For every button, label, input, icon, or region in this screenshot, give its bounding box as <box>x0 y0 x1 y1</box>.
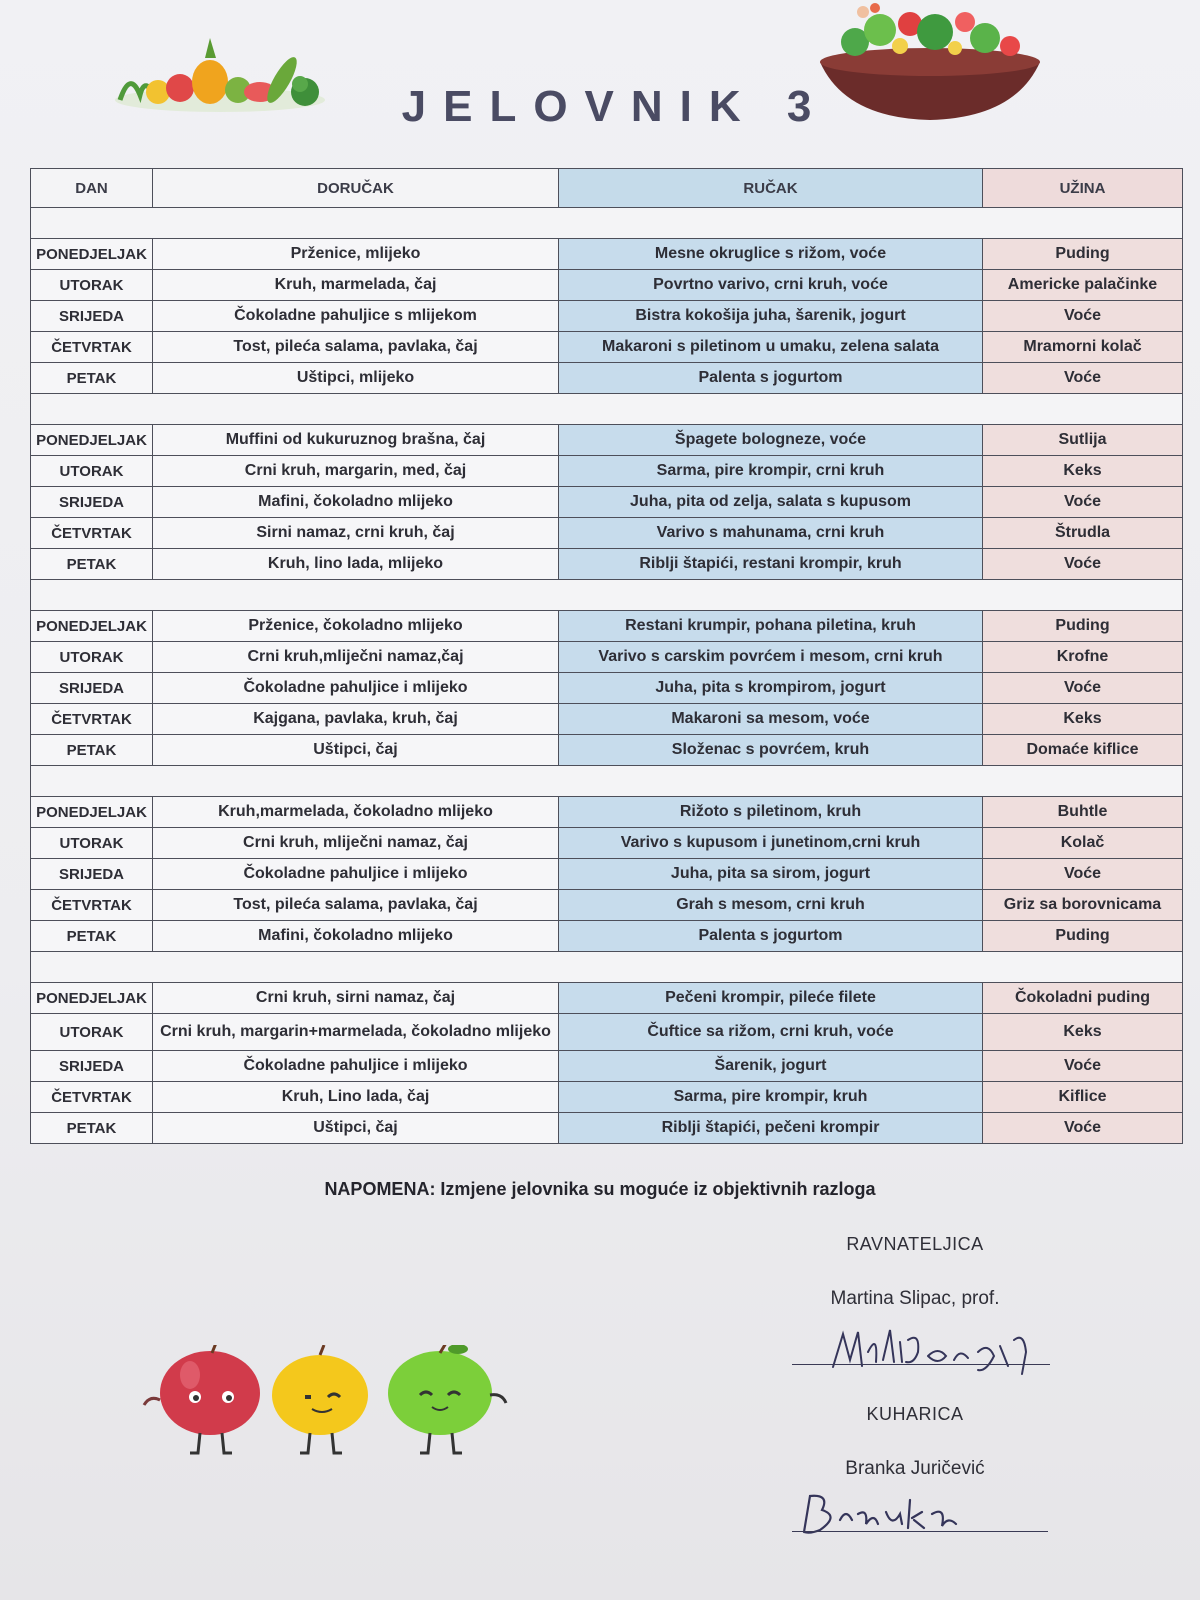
cell-dan: SRIJEDA <box>31 1051 153 1082</box>
table-row <box>31 735 1183 766</box>
table-row <box>31 425 1183 456</box>
week-separator-row <box>31 208 1183 239</box>
table-row <box>31 301 1183 332</box>
table-row <box>31 890 1183 921</box>
cell-uzina: Puding <box>983 921 1183 952</box>
cell-rucak: Riblji štapići, restani krompir, kruh <box>559 549 983 580</box>
cell-dorucak: Sirni namaz, crni kruh, čaj <box>153 518 559 549</box>
kuharica-name: Branka Juričević <box>845 1458 985 1479</box>
cell-uzina: Keks <box>983 704 1183 735</box>
cell-dorucak: Uštipci, mlijeko <box>153 363 559 394</box>
week-separator-cell <box>31 394 1183 425</box>
cell-rucak: Palenta s jogurtom <box>559 921 983 952</box>
header-dan: DAN <box>31 169 153 208</box>
week-separator-row <box>31 952 1183 983</box>
cell-uzina: Puding <box>983 239 1183 270</box>
cell-uzina: Voće <box>983 673 1183 704</box>
cell-uzina: Voće <box>983 487 1183 518</box>
cell-dorucak: Prženice, mlijeko <box>153 239 559 270</box>
cell-dan: ČETVRTAK <box>31 890 153 921</box>
cell-rucak: Šarenik, jogurt <box>559 1051 983 1082</box>
cell-dorucak: Kruh, lino lada, mlijeko <box>153 549 559 580</box>
cell-dan: PONEDJELJAK <box>31 425 153 456</box>
cell-dan: PETAK <box>31 1113 153 1144</box>
cell-dan: PETAK <box>31 363 153 394</box>
cell-dan: PETAK <box>31 735 153 766</box>
week-separator-cell <box>31 766 1183 797</box>
table-row <box>31 332 1183 363</box>
cell-uzina: Štrudla <box>983 518 1183 549</box>
kuharica-signature-line <box>792 1531 1048 1532</box>
cell-dorucak: Čokoladne pahuljice s mlijekom <box>153 301 559 332</box>
menu-table <box>30 168 1183 1144</box>
cell-uzina: Griz sa borovnicama <box>983 890 1183 921</box>
cell-rucak: Povrtno varivo, crni kruh, voće <box>559 270 983 301</box>
cell-dorucak: Crni kruh, mliječni namaz, čaj <box>153 828 559 859</box>
cell-dorucak: Kruh, Lino lada, čaj <box>153 1082 559 1113</box>
table-row <box>31 1082 1183 1113</box>
cell-rucak: Varivo s carskim povrćem i mesom, crni kruh <box>559 642 983 673</box>
cell-dorucak: Mafini, čokoladno mlijeko <box>153 921 559 952</box>
kuharica-title: KUHARICA <box>866 1404 964 1424</box>
table-row <box>31 239 1183 270</box>
table-row <box>31 673 1183 704</box>
cell-uzina: Voće <box>983 301 1183 332</box>
cell-uzina: Voće <box>983 363 1183 394</box>
header-dorucak: DORUČAK <box>153 169 559 208</box>
cell-rucak: Čuftice sa rižom, crni kruh, voće <box>559 1014 983 1051</box>
note-text: NAPOMENA: Izmjene jelovnika su moguće iz objektivnih razloga <box>324 1179 876 1199</box>
table-row <box>31 1014 1183 1051</box>
cell-rucak: Makaroni sa mesom, voće <box>559 704 983 735</box>
table-row <box>31 828 1183 859</box>
cell-rucak: Složenac s povrćem, kruh <box>559 735 983 766</box>
cell-dorucak: Kruh,marmelada, čokoladno mlijeko <box>153 797 559 828</box>
ravnateljica-signature-line <box>792 1364 1050 1365</box>
cell-dan: UTORAK <box>31 456 153 487</box>
cell-dan: PETAK <box>31 921 153 952</box>
cell-rucak: Špagete bologneze, voće <box>559 425 983 456</box>
cell-dan: PONEDJELJAK <box>31 611 153 642</box>
cell-dorucak: Crni kruh,mliječni namaz,čaj <box>153 642 559 673</box>
cell-uzina: Americke palačinke <box>983 270 1183 301</box>
cell-rucak: Varivo s mahunama, crni kruh <box>559 518 983 549</box>
cell-dorucak: Uštipci, čaj <box>153 735 559 766</box>
cell-rucak: Palenta s jogurtom <box>559 363 983 394</box>
week-separator-row <box>31 580 1183 611</box>
table-row <box>31 270 1183 301</box>
table-row <box>31 363 1183 394</box>
cell-dan: UTORAK <box>31 270 153 301</box>
week-separator-row <box>31 766 1183 797</box>
cell-uzina: Voće <box>983 1113 1183 1144</box>
table-row <box>31 642 1183 673</box>
header-uzina: UŽINA <box>983 169 1183 208</box>
page-title: JELOVNIK 3 <box>401 82 829 131</box>
header-rucak: RUČAK <box>559 169 983 208</box>
red-apple-icon <box>144 1345 260 1453</box>
cell-uzina: Sutlija <box>983 425 1183 456</box>
cell-rucak: Restani krumpir, pohana piletina, kruh <box>559 611 983 642</box>
cell-uzina: Keks <box>983 1014 1183 1051</box>
cell-uzina: Voće <box>983 1051 1183 1082</box>
table-row <box>31 487 1183 518</box>
cell-dan: PETAK <box>31 549 153 580</box>
cell-dan: UTORAK <box>31 642 153 673</box>
table-row <box>31 518 1183 549</box>
cell-dorucak: Tost, pileća salama, pavlaka, čaj <box>153 890 559 921</box>
cell-rucak: Sarma, pire krompir, crni kruh <box>559 456 983 487</box>
table-row <box>31 983 1183 1014</box>
cell-dan: PONEDJELJAK <box>31 239 153 270</box>
cell-uzina: Domaće kiflice <box>983 735 1183 766</box>
cell-dan: SRIJEDA <box>31 487 153 518</box>
apples-illustration <box>140 1345 510 1465</box>
cell-dorucak: Tost, pileća salama, pavlaka, čaj <box>153 332 559 363</box>
cell-rucak: Juha, pita sa sirom, jogurt <box>559 859 983 890</box>
yellow-apple-icon <box>272 1345 368 1453</box>
cell-dan: UTORAK <box>31 828 153 859</box>
cell-dan: UTORAK <box>31 1014 153 1051</box>
cell-dorucak: Mafini, čokoladno mlijeko <box>153 487 559 518</box>
week-separator-cell <box>31 580 1183 611</box>
cell-rucak: Mesne okruglice s rižom, voće <box>559 239 983 270</box>
week-separator-cell <box>31 208 1183 239</box>
table-row <box>31 797 1183 828</box>
cell-uzina: Keks <box>983 456 1183 487</box>
table-header-row <box>31 169 1183 208</box>
cell-dorucak: Muffini od kukuruznog brašna, čaj <box>153 425 559 456</box>
cell-dan: PONEDJELJAK <box>31 797 153 828</box>
ravnateljica-signature <box>828 1322 1038 1382</box>
cell-dorucak: Crni kruh, sirni namaz, čaj <box>153 983 559 1014</box>
cell-rucak: Riblji štapići, pečeni krompir <box>559 1113 983 1144</box>
cell-dorucak: Čokoladne pahuljice i mlijeko <box>153 673 559 704</box>
cell-dan: ČETVRTAK <box>31 704 153 735</box>
cell-rucak: Varivo s kupusom i junetinom,crni kruh <box>559 828 983 859</box>
cell-dorucak: Čokoladne pahuljice i mlijeko <box>153 859 559 890</box>
table-row <box>31 859 1183 890</box>
cell-rucak: Juha, pita od zelja, salata s kupusom <box>559 487 983 518</box>
cell-dorucak: Crni kruh, margarin+marmelada, čokoladno mlijeko <box>153 1014 559 1051</box>
table-row <box>31 921 1183 952</box>
green-apple-icon <box>388 1345 506 1453</box>
cell-dorucak: Uštipci, čaj <box>153 1113 559 1144</box>
cell-dorucak: Čokoladne pahuljice i mlijeko <box>153 1051 559 1082</box>
cell-uzina: Voće <box>983 549 1183 580</box>
cell-rucak: Bistra kokošija juha, šarenik, jogurt <box>559 301 983 332</box>
cell-dan: PONEDJELJAK <box>31 983 153 1014</box>
menu-table-body <box>31 208 1183 1144</box>
cell-rucak: Juha, pita s krompirom, jogurt <box>559 673 983 704</box>
week-separator-row <box>31 394 1183 425</box>
cell-rucak: Makaroni s piletinom u umaku, zelena salata <box>559 332 983 363</box>
cell-uzina: Mramorni kolač <box>983 332 1183 363</box>
table-row <box>31 549 1183 580</box>
cell-dan: ČETVRTAK <box>31 518 153 549</box>
cell-dorucak: Kruh, marmelada, čaj <box>153 270 559 301</box>
cell-uzina: Voće <box>983 859 1183 890</box>
cell-rucak: Pečeni krompir, pileće filete <box>559 983 983 1014</box>
kuharica-signature <box>796 1490 976 1540</box>
cell-dan: SRIJEDA <box>31 301 153 332</box>
cell-dorucak: Prženice, čokoladno mlijeko <box>153 611 559 642</box>
cell-rucak: Sarma, pire krompir, kruh <box>559 1082 983 1113</box>
table-row <box>31 1051 1183 1082</box>
ravnateljica-name: Martina Slipac, prof. <box>830 1288 1000 1309</box>
cell-dan: SRIJEDA <box>31 673 153 704</box>
cell-rucak: Rižoto s piletinom, kruh <box>559 797 983 828</box>
table-row <box>31 611 1183 642</box>
cell-dorucak: Kajgana, pavlaka, kruh, čaj <box>153 704 559 735</box>
table-row <box>31 456 1183 487</box>
cell-uzina: Kiflice <box>983 1082 1183 1113</box>
cell-uzina: Puding <box>983 611 1183 642</box>
cell-uzina: Čokoladni puding <box>983 983 1183 1014</box>
cell-dorucak: Crni kruh, margarin, med, čaj <box>153 456 559 487</box>
cell-dan: ČETVRTAK <box>31 1082 153 1113</box>
cell-uzina: Buhtle <box>983 797 1183 828</box>
week-separator-cell <box>31 952 1183 983</box>
ravnateljica-title: RAVNATELJICA <box>846 1234 984 1254</box>
cell-uzina: Krofne <box>983 642 1183 673</box>
cell-uzina: Kolač <box>983 828 1183 859</box>
cell-dan: ČETVRTAK <box>31 332 153 363</box>
cell-rucak: Grah s mesom, crni kruh <box>559 890 983 921</box>
table-row <box>31 704 1183 735</box>
table-row <box>31 1113 1183 1144</box>
cell-dan: SRIJEDA <box>31 859 153 890</box>
